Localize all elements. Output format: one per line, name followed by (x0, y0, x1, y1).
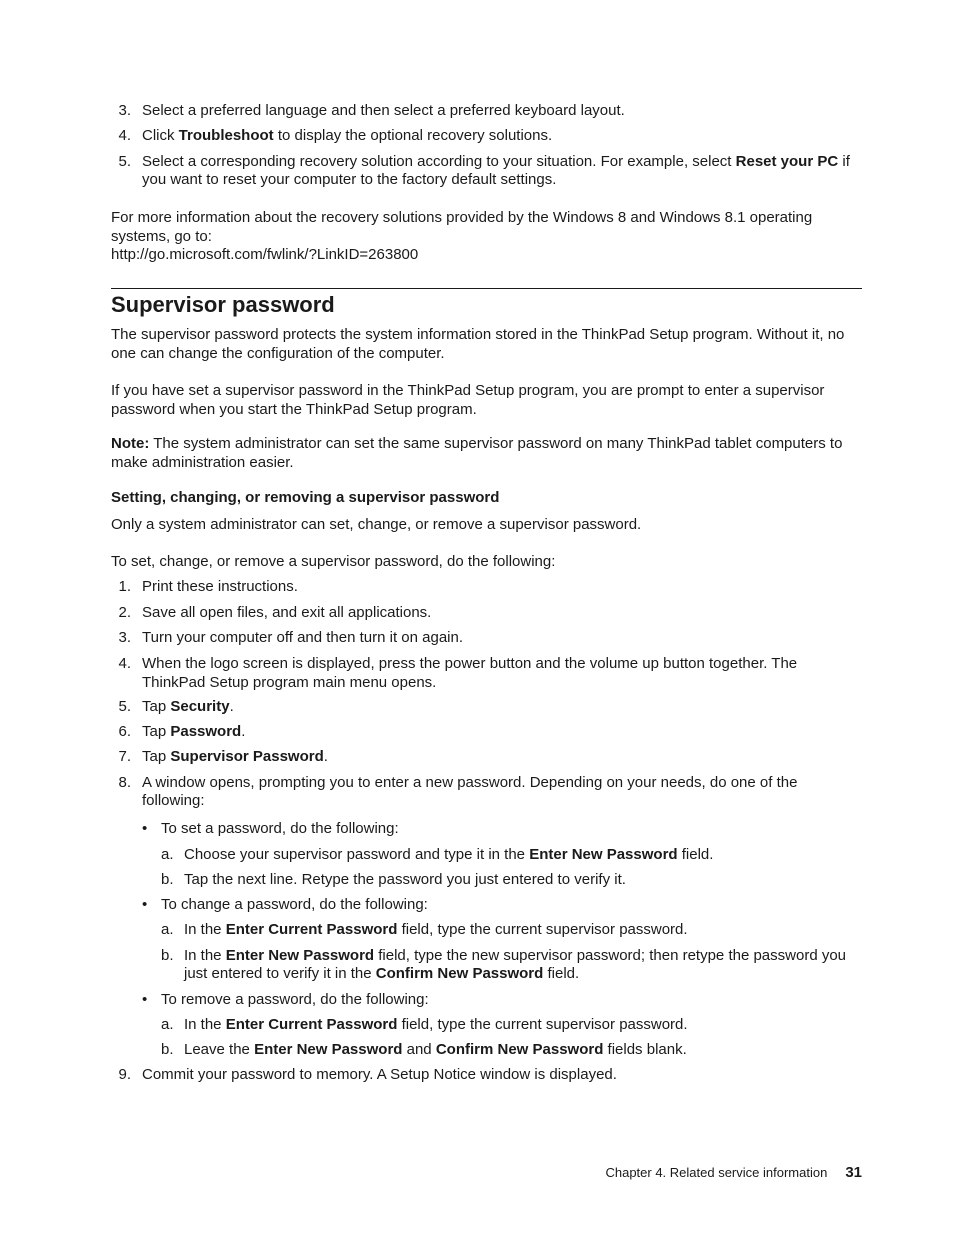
bullet-icon: • (142, 896, 148, 913)
more-info-paragraph: For more information about the recovery solutions provided by the Windows 8 and Windows 8.1 operating systems, go to: http://go.microsoft.com/fwlink/?LinkID=263800 (111, 209, 813, 263)
document-page: 3. Select a preferred language and then select a preferred keyboard layout. 4. Click Troubleshoot to display the optional recovery solutions. 5. Select a corresponding recovery solution according to your situation. For example, select Reset your PC if you want to reset your computer to the factory default settings. For more information about the recovery solutions provided by the Windows 8 and Windows 8.1 operating systems, go to: http://go.microsoft.com/fwlink/?LinkID=263800 Supervisor password The supervisor password protects the system information stored in the ThinkPad Setup program. Without it, no one can change the configuration of the computer. If you have set a supervisor password in the ThinkPad Setup program, you are prompt to enter a supervisor password when you start the ThinkPad Setup program. Note: The system administrator can set the same supervisor password on many ThinkPad tablet computers to make administration easier. Setting, changing, or removing a supervisor password Only a system administrator can set, change, or remove a supervisor password. To set, change, or remove a supervisor password, do the following: 1. Print these instructions. 2. Save all open files, and exit all applications. 3. Turn your computer off and then turn it on again. 4. When the logo screen is displayed, press the power button and the volume up button together. The ThinkPad Setup program main menu opens. 5. Tap Security. 6. Tap Password. 7. Tap Supervisor Password. 8. A window opens, prompting you to enter a new password. Depending on your needs, do one of the following: • To set a password, do the following: a. Choose your supervisor password and type it in the Enter New Password field. b. Tap the next line. Retype the password you just entered to verify it. • To change a password, do the following: a. In the Enter Current Password field, type the current supervisor password. b. In the Enter New Password field, type the new supervisor password; then retype the password you just entered to verify it in the Confirm New Password field. • To remove a password, do the following: a. In the Enter Current Password field, type the current supervisor password. b. Leave the Enter New Password and Confirm New Password fields blank. 9. Commit your password to memory. A Setup Notice window is displayed. Chapter 4. Related service information 31 (111, 102, 862, 1181)
intro-paragraph-1: The supervisor password protects the system information stored in the ThinkPad Setup program. Without it, no one can change the configuration of the computer. (111, 326, 845, 362)
page-footer (605, 1165, 862, 1181)
bullet-icon: • (142, 991, 148, 1008)
footer-chapter: Chapter 4. Related service information (605, 1165, 828, 1180)
microsoft-link[interactable]: http://go.microsoft.com/fwlink/?LinkID=263800 (111, 246, 419, 263)
section-title: Supervisor password (111, 292, 335, 317)
subheading: Setting, changing, or removing a supervisor password (111, 489, 500, 506)
intro-paragraph-2: If you have set a supervisor password in the ThinkPad Setup program, you are prompt to enter a supervisor password when you start the ThinkPad Setup program. (111, 382, 825, 418)
page-number: 31 (845, 1164, 862, 1181)
bullet-icon: • (142, 820, 148, 837)
section-divider (111, 288, 862, 289)
sub-paragraph-1: Only a system administrator can set, change, or remove a supervisor password. (111, 516, 642, 533)
note-label: Note: (111, 435, 150, 452)
sub-paragraph-2: To set, change, or remove a supervisor password, do the following: (111, 553, 556, 570)
note-paragraph: Note: The system administrator can set the same supervisor password on many ThinkPad tablet computers to make administration easier. (111, 435, 843, 471)
